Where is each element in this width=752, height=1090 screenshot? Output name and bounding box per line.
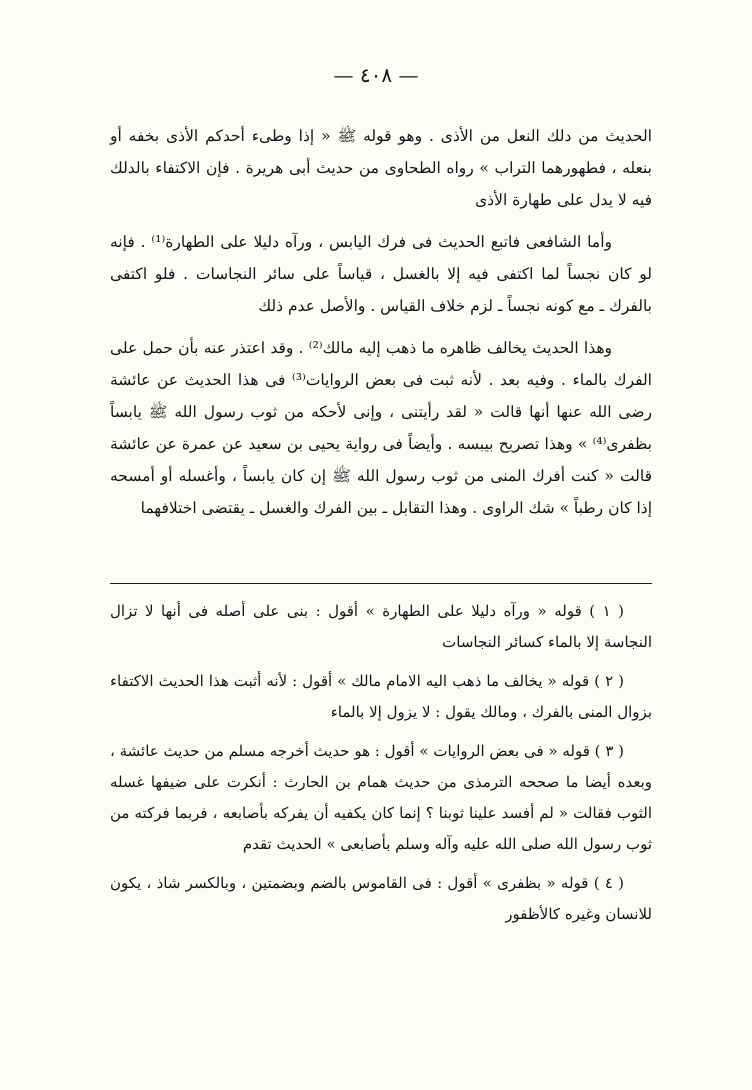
- footnote-divider: [110, 583, 652, 584]
- page-number: — ٤٠٨ —: [333, 63, 419, 87]
- footnote: ( ١ ) قوله « ورآه دليلا على الطهارة » أقول : بنى على أصله فى أنها لا تزال النجاسة إلا بالماء كسائر النجاسات: [110, 602, 652, 651]
- footnote: ( ٣ ) قوله « فى بعض الروايات » أقول : هو حديث أخرجه مسلم من حديث عائشة ، وبعده أيضا ما صححه الترمذى من حديث همام بن الحارث : أنكرت على ضيفها غسله الثوب فقالت « لم أفسد علينا ثوبنا ؟ إنما كان يكفيه أن يفركه بأصابعه ، فربما فركته من ثوب رسول الله صلى الله عليه وآله وسلم بأصابعى » الحديث تقدم: [110, 742, 652, 853]
- paragraph: الحديث من دلك النعل من الأذى . وهو قوله ﷺ « إذا وطىء أحدكم الأذى بخفه أو بنعله ، فطهورهما التراب » رواه الطحاوى من حديث أبى هريرة . فإن الاكتفاء بالدلك فيه لا يدل على طهارة الأذى: [110, 127, 652, 209]
- footnotes: [110, 596, 652, 938]
- footnote: ( ٤ ) قوله « بظفرى » أقول : فى القاموس بالضم وبضمتين ، وبالكسر شاذ ، يكون للانسان وغيره كالأظفور: [110, 874, 652, 923]
- footnote: ( ٢ ) قوله « يخالف ما ذهب اليه الامام مالك » أقول : لأنه أثبت هذا الحديث الاكتفاء بزوال المنى بالفرك ، ومالك يقول : لا يزول إلا بالماء: [110, 672, 652, 721]
- paragraph: وأما الشافعى فاتبع الحديث فى فرك اليابس ، ورآه دليلا على الطهارة⁽¹⁾ . فإنه لو كان نجساً لما اكتفى فيه إلا بالغسل ، قياساً على سائر النجاسات . فلو اكتفى بالفرك ـ مع كونه نجساً ـ لزم خلاف القياس . والأصل عدم ذلك: [110, 233, 652, 315]
- main-text: [110, 120, 652, 534]
- paragraph: وهذا الحديث يخالف ظاهره ما ذهب إليه مالك⁽²⁾ . وقد اعتذر عنه بأن حمل على الفرك بالماء . وفيه بعد . لأنه ثبت فى بعض الروايات⁽³⁾ فى هذا الحديث عن عائشة رضى الله عنها أنها قالت « لقد رأيتنى ، وإنى لأحكه من ثوب رسول الله ﷺ يابساً بظفرى⁽⁴⁾ » وهذا تصريح بيبسه . وأيضاً فى رواية يحيى بن سعيد عن عمرة عن عائشة قالت « كنت أفرك المنى من ثوب رسول الله ﷺ إن كان يابساً ، وأغسله أو أمسحه إذا كان رطباً » شك الراوى . وهذا التقابل ـ بين الفرك والغسل ـ يقتضى اختلافهما: [110, 339, 652, 517]
